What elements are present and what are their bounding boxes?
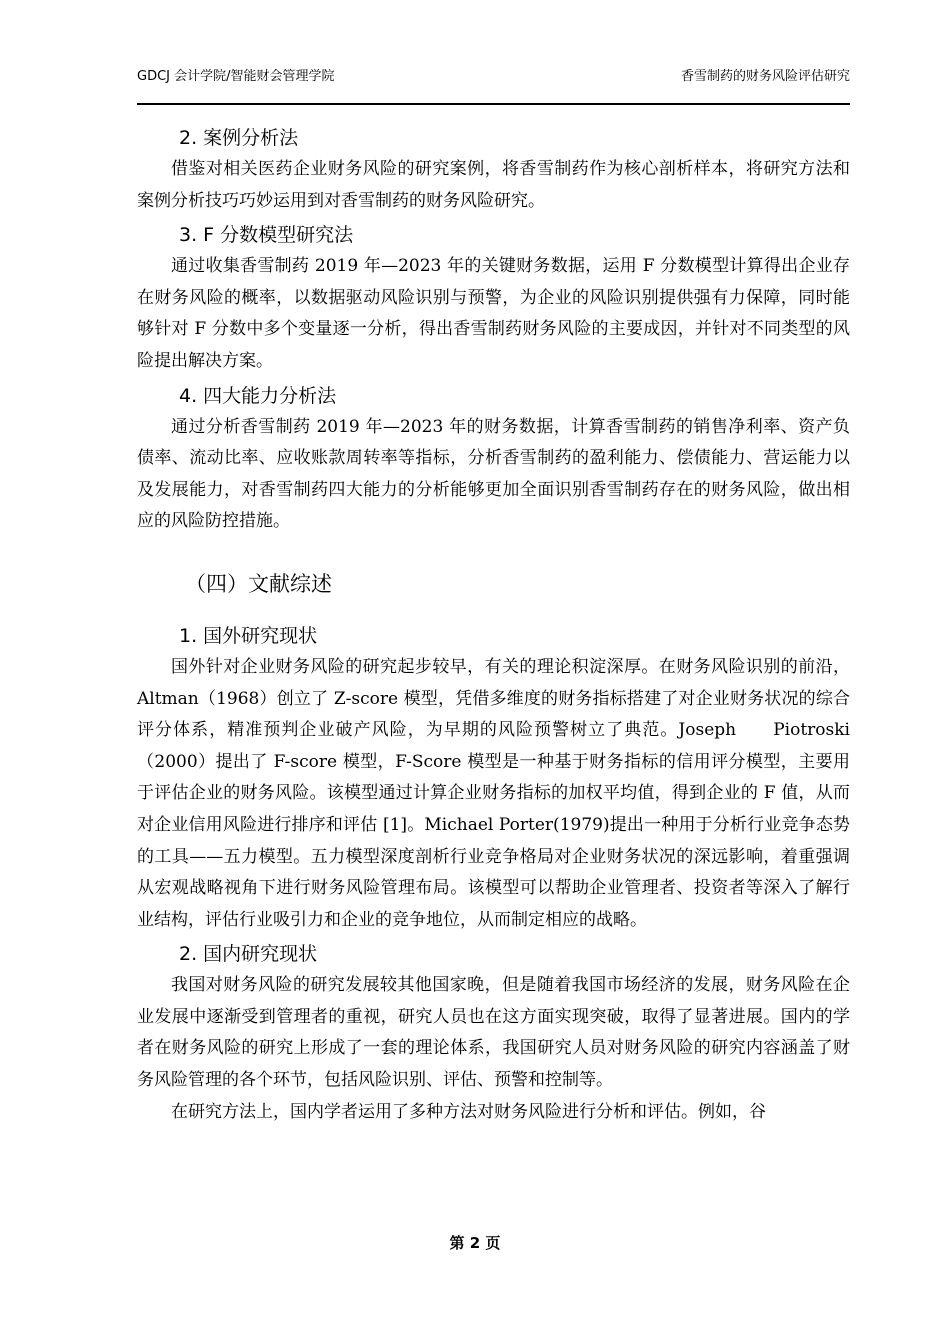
heading-foreign-research: 1. 国外研究现状	[179, 624, 318, 647]
header-divider	[137, 103, 850, 105]
running-header-right: 香雪制药的财务风险评估研究	[680, 69, 850, 84]
heading-f-score: 3. F 分数模型研究法	[179, 224, 354, 247]
running-header-left: GDCJ 会计学院/智能财会管理学院	[137, 69, 335, 84]
page-number: 第 2 页	[449, 1234, 501, 1252]
heading-domestic-research: 2. 国内研究现状	[179, 943, 318, 966]
paragraph-domestic-research-1: 我国对财务风险的研究发展较其他国家晚，但是随着我国市场经济的发展，财务风险在企业发展中逐渐受到管理者的重视，研究人员也在这方面实现突破，取得了显著进展。国内的学者在财务风险的研究上形成了一套的理论体系，我国研究人员对财务风险的研究内容涵盖了财务风险管理的各个环节，包括风险识别、评估、预警和控制等。	[137, 975, 850, 1091]
paragraph-case-analysis: 借鉴对相关医药企业财务风险的研究案例，将香雪制药作为核心剖析样本，将研究方法和案例分析技巧巧妙运用到对香雪制药的财务风险研究。	[137, 159, 850, 211]
paragraph-f-score: 通过收集香雪制药 2019 年—2023 年的关键财务数据，运用 F 分数模型计算得出企业存在财务风险的概率，以数据驱动风险识别与预警，为企业的风险识别提供强有力保障，同时能够针对 F 分数中多个变量逐一分析，得出香雪制药财务风险的主要成因，并针对不同类型的风险提出解决方案。	[137, 256, 850, 371]
heading-case-analysis: 2. 案例分析法	[179, 127, 299, 149]
page-body	[137, 120, 850, 1128]
paragraph-domestic-research-2: 在研究方法上，国内学者运用了多种方法对财务风险进行分析和评估。例如，谷	[171, 1101, 766, 1122]
heading-literature-review: （四）文献综述	[185, 571, 332, 596]
paragraph-foreign-research: 国外针对企业财务风险的研究起步较早，有关的理论积淀深厚。在财务风险识别的前沿，Altman（1968）创立了 Z-score 模型，凭借多维度的财务指标搭建了对企业财务状况的综合评分体系，精准预判企业破产风险，为早期的风险预警树立了典范。Joseph Piotroski（2000）提出了 F-score 模型，F-Score 模型是一种基于财务指标的信用评分模型，主要用于评估企业的财务风险。该模型通过计算企业财务指标的加权平均值，得到企业的 F 值，从而对企业信用风险进行排序和评估 [1]。Michael Porter(1979)提出一种用于分析行业竞争态势的工具——五力模型。五力模型深度剖析行业竞争格局对企业财务状况的深远影响，着重强调从宏观战略视角下进行财务风险管理布局。该模型可以帮助企业管理者、投资者等深入了解行业结构，评估行业吸引力和企业的竞争地位，从而制定相应的战略。	[137, 656, 850, 930]
heading-four-abilities: 4. 四大能力分析法	[179, 384, 337, 407]
paragraph-four-abilities: 通过分析香雪制药 2019 年—2023 年的财务数据，计算香雪制药的销售净利率、资产负债率、流动比率、应收账款周转率等指标，分析香雪制药的盈利能力、偿债能力、营运能力以及发展能力，对香雪制药四大能力的分析能够更加全面识别香雪制药存在的财务风险，做出相应的风险防控措施。	[137, 416, 850, 532]
